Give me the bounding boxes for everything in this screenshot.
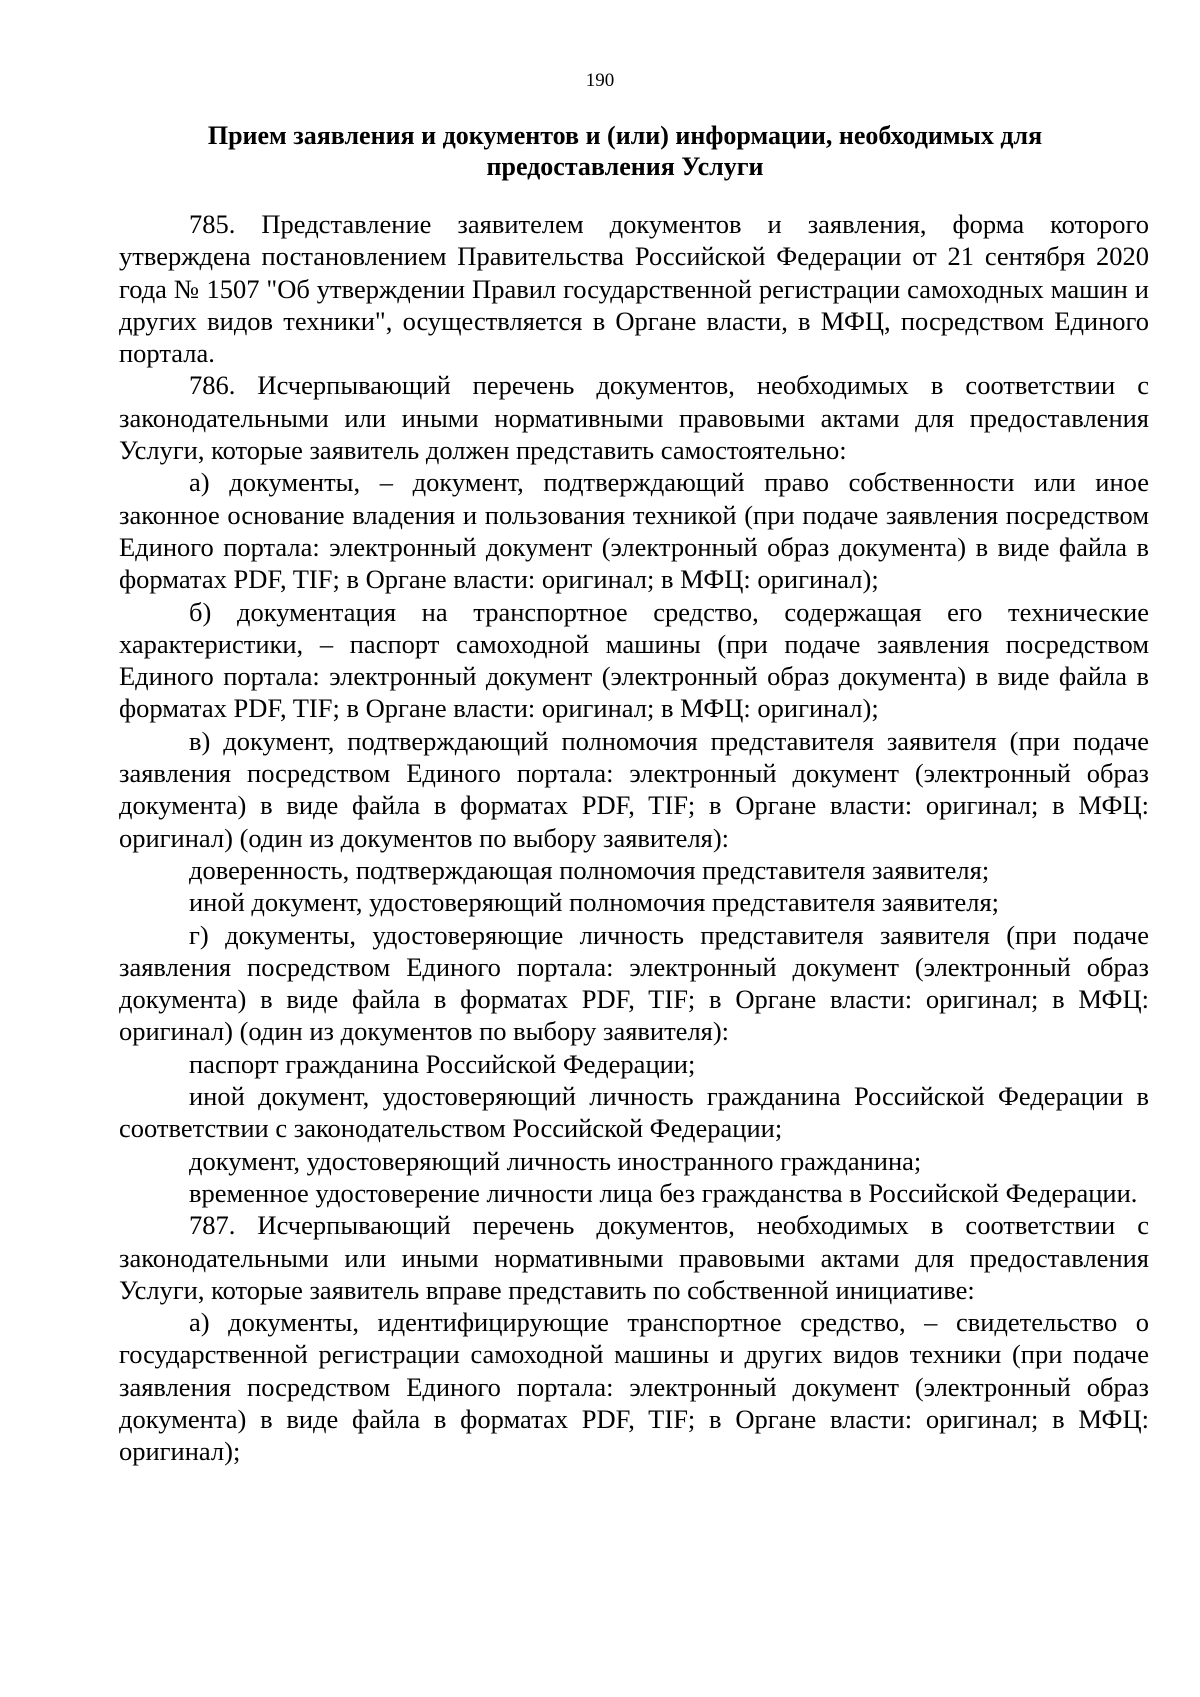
paragraph-787-a: а) документы, идентифицирующие транспортное средство, – свидетельство о государственной регистрации самоходной машины и других видов техники (при подаче заявления посредством Единого портала: электронный документ (электронный образ документа) в виде файла в форматах PDF, TIF; в Органе власти: оригинал; в МФЦ: оригинал); bbox=[119, 1307, 1149, 1467]
list-item-stateless-certificate: временное удостоверение личности лица без гражданства в Российской Федерации. bbox=[189, 1177, 1138, 1208]
paragraph-785: 785. Представление заявителем документов и заявления, форма которого утверждена постановлением Правительства Российской Федерации от 21 сентября 2020 года № 1507 "Об утверждении Правил государственной регистрации самоходных машин и других видов техники", осуществляется в Органе власти, в МФЦ, посредством Единого портала. bbox=[119, 209, 1149, 369]
list-item-other-authority-document: иной документ, удостоверяющий полномочия представителя заявителя; bbox=[189, 887, 1000, 918]
paragraph-786: 786. Исчерпывающий перечень документов, необходимых в соответствии с законодательными или иными нормативными правовыми актами для предоставления Услуги, которые заявитель должен представить самостоятельно: bbox=[119, 370, 1149, 466]
paragraph-786-a: а) документы, – документ, подтверждающий право собственности или иное законное основание владения и пользования техникой (при подаче заявления посредством Единого портала: электронный документ (электронный образ документа) в виде файла в форматах PDF, TIF; в Органе власти: оригинал; в МФЦ: оригинал); bbox=[119, 467, 1149, 595]
paragraph-787: 787. Исчерпывающий перечень документов, необходимых в соответствии с законодательными или иными нормативными правовыми актами для предоставления Услуги, которые заявитель вправе представить по собственной инициативе: bbox=[119, 1210, 1149, 1305]
list-item-foreign-citizen-document: документ, удостоверяющий личность иностранного гражданина; bbox=[189, 1145, 922, 1176]
paragraph-786-b: б) документация на транспортное средство, содержащая его технические характеристики, – паспорт самоходной машины (при подаче заявления посредством Единого портала: электронный документ (электронный образ документа) в виде файла в форматах PDF, TIF; в Органе власти: оригинал; в МФЦ: оригинал); bbox=[119, 596, 1149, 724]
section-heading: Прием заявления и документов и (или) информации, необходимых для предоставления Услуги bbox=[207, 121, 1043, 181]
list-item-passport: паспорт гражданина Российской Федерации; bbox=[189, 1048, 696, 1079]
list-item-power-of-attorney: доверенность, подтверждающая полномочия представителя заявителя; bbox=[189, 854, 990, 885]
paragraph-786-v: в) документ, подтверждающий полномочия представителя заявителя (при подаче заявления посредством Единого портала: электронный документ (электронный образ документа) в виде файла в форматах PDF, TIF; в Органе власти: оригинал; в МФЦ: оригинал) (один из документов по выбору заявителя): bbox=[119, 725, 1149, 853]
list-item-other-identity-document: иной документ, удостоверяющий личность гражданина Российской Федерации в соответствии с законодательством Российской Федерации; bbox=[119, 1081, 1149, 1144]
page-number: 190 bbox=[585, 70, 615, 91]
paragraph-786-g: г) документы, удостоверяющие личность представителя заявителя (при подаче заявления посредством Единого портала: электронный документ (электронный образ документа) в виде файла в форматах PDF, TIF; в Органе власти: оригинал; в МФЦ: оригинал) (один из документов по выбору заявителя): bbox=[119, 919, 1149, 1047]
document-body bbox=[119, 208, 1149, 1468]
